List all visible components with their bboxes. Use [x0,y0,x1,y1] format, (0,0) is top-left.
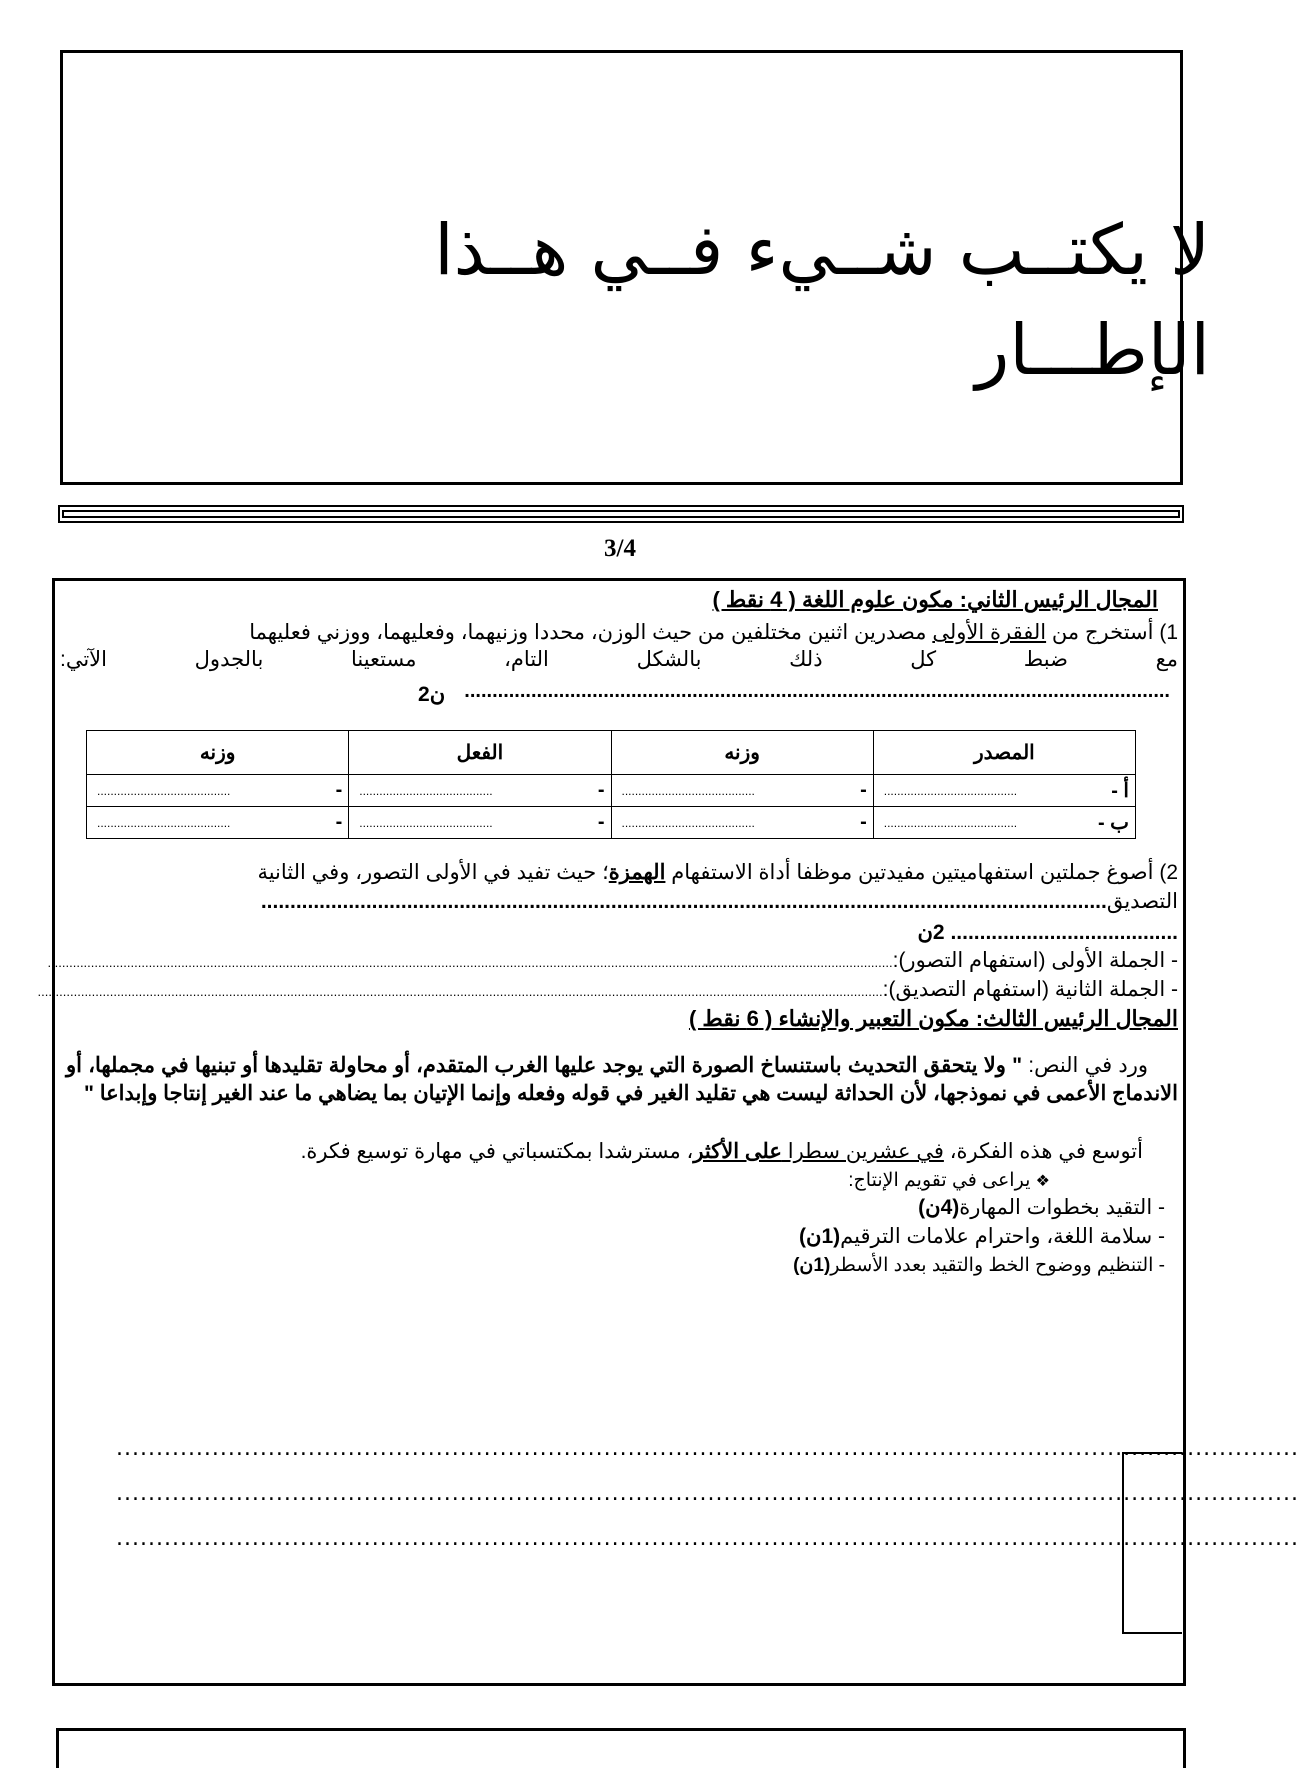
separator-bar [58,505,1184,523]
dash: - [597,811,605,833]
sentence2-line[interactable] [37,975,1178,1006]
criteria-item [465,1222,1165,1251]
dash: - [335,811,343,833]
q2-score: 2ن [917,921,945,944]
quote-text: " ولا يتحقق التحديث باستنساخ الصورة التي يوجد عليها الغرب المتقدم، أو محاولة تقليدها أو تبنيها في مجملها، أو الاندماج الأعمى في نموذجها، لأن الحداثة ليست هي تقليد الغير في قوله وفعله وإنما الإتيان بما يضاهي ما عند الغير إنتاجا وإبداعا " [66,1054,1178,1105]
col-header-fil: الفعل [349,731,611,775]
q2-line2 [60,887,1178,916]
dash: - [597,779,605,801]
q2-dots-line: ................................................................................................................................................. [260,890,1107,913]
col-header-masdar: المصدر [873,731,1135,775]
q2-line1 [60,858,1178,887]
quote-intro: ورد في النص: [1022,1054,1149,1077]
q2-text-a: أصوغ جملتين استفهاميتين مفيدتين موظفا أداة الاستفهام [665,861,1154,884]
answer-dots: ........................................ [97,783,231,798]
sentence2-dots: .......................................................................................................................................................................................................................................... [37,984,883,999]
task-text-b: ، مسترشدا بمكتسباتي في مهارة توسيع فكرة. [300,1140,694,1163]
table-cell[interactable] [873,807,1135,839]
q1-score: 2ن [415,680,448,709]
col-header-wazn: وزنه [611,731,873,775]
q2-score-line [878,918,1178,947]
task-text-a: أتوسع في هذه الفكرة، [943,1140,1143,1163]
criteria-title-line [450,1166,1050,1196]
page-number: 3/4 [604,535,636,562]
answer-dots: ........................................ [883,815,1018,830]
criteria-text: - سلامة اللغة، واحترام علامات الترقيم [840,1225,1165,1248]
sentence1-dots: .......................................................................................................................................................................................................................................... [47,955,893,970]
table-cell[interactable] [873,775,1135,807]
diamond-bullet-icon: ❖ [1035,1173,1050,1190]
table-cell[interactable] [87,775,349,807]
answer-dots: ........................................ [621,815,755,830]
table-cell[interactable] [349,775,611,807]
criteria-title: يراعى في تقويم الإنتاج: [848,1170,1031,1191]
answer-dots: ........................................ [97,815,231,830]
criteria-score: (4ن) [918,1196,960,1219]
criteria-item [465,1251,1165,1280]
criteria-text: - التقيد بخطوات المهارة [959,1196,1165,1219]
row-label: ب - [1097,812,1129,834]
criteria-score: (1ن) [799,1225,841,1248]
criteria-item [465,1193,1165,1222]
section3-quote-paragraph [66,1052,1178,1108]
sentence2-label: - الجملة الثانية (استفهام التصديق): [882,978,1178,1001]
q1-line2 [60,645,1178,674]
writing-line[interactable]: .................................................................................................................................................... [116,1526,1299,1551]
answer-dots: ........................................ [359,815,493,830]
task-line [78,1137,1178,1166]
derivation-table [86,730,1136,839]
section3-heading: المجال الرئيس الثالث: مكون التعبير والإنشاء ( 6 نقط ) [688,1006,1178,1031]
q1-dots: ............................................................................................................................... [464,680,1170,702]
q2-text-b: ؛ حيث تفيد في الأولى التصور، وفي الثانية [257,861,609,884]
writing-line[interactable]: .................................................................................................................................................... [116,1481,1299,1506]
grading-margin-box [1122,1452,1182,1634]
answer-dots: ........................................ [621,783,755,798]
task-bold: على الأكثر [693,1140,782,1163]
sentence1-label: - الجملة الأولى (استفهام التصور): [892,949,1178,972]
table-cell[interactable] [87,807,349,839]
table-header-row [87,731,1136,775]
dash: - [335,779,343,801]
q2-line2-text: التصديق [1106,890,1178,913]
q2-score-dots: ....................................... [944,921,1178,944]
col-header-fil-wazn: وزنه [87,731,349,775]
answer-dots: ........................................ [359,783,493,798]
criteria-score: (1ن) [793,1255,831,1276]
dash: - [860,811,867,833]
q1-number: 1) [1159,621,1178,644]
row-label: أ - [1111,780,1129,802]
dash: - [860,779,867,801]
q1-line1 [60,618,1178,647]
q2-number: 2) [1159,861,1178,884]
q1-underlined: الفقرة الأولى [932,621,1047,644]
task-underlined: في عشرين سطرا [781,1140,944,1163]
q1-answer-dots [60,680,1170,708]
answer-dots: ........................................ [883,783,1018,798]
section2-heading: المجال الرئيس الثاني: مكون علوم اللغة ( 4 نقط ) [712,587,1158,612]
q2-underlined: الهمزة [608,861,666,884]
table-cell[interactable] [611,775,873,807]
writing-line[interactable]: .................................................................................................................................................... [116,1436,1299,1461]
next-frame-edge [56,1728,1186,1768]
table-cell[interactable] [349,807,611,839]
q1-text-b: مصدرين اثنين مختلفين من حيث الوزن، محددا وزنيهما، وفعليهما، ووزني فعليهما [249,621,933,644]
no-write-notice: لا يكتــب شــيء فــي هــذا الإطـــار [434,209,1210,391]
table-row [87,807,1136,839]
q1-line2-text: مع ضبط كل ذلك بالشكل التام، مستعينا بالجدول الآتي: [60,648,1178,671]
table-row [87,775,1136,807]
q1-text-a: أستخرج من [1046,621,1154,644]
sentence1-line[interactable] [47,946,1178,977]
table-cell[interactable] [611,807,873,839]
criteria-text: - التنظيم ووضوح الخط والتقيد بعدد الأسطر [830,1255,1165,1276]
